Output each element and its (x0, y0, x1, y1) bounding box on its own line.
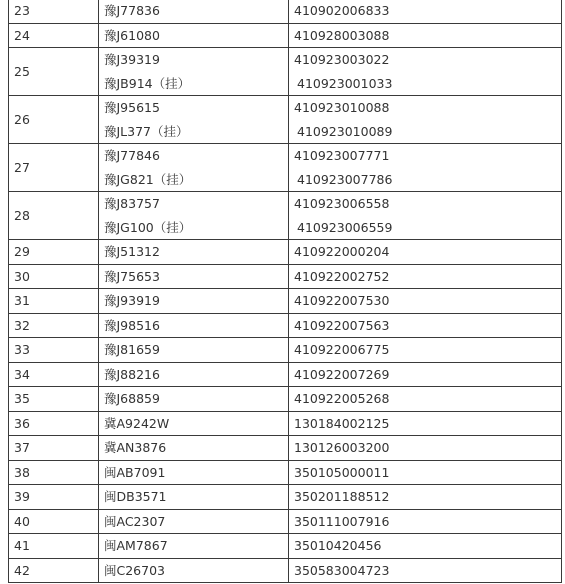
plate-number: 豫J88216 (104, 366, 160, 382)
row-number: 30 (9, 264, 99, 289)
row-number: 39 (9, 485, 99, 510)
code-cell (289, 509, 562, 534)
plate-cell (99, 509, 289, 534)
plate-number: 豫JG821（挂） (104, 171, 192, 187)
plate-cell (99, 436, 289, 461)
plate-number: 闽DB3571 (104, 489, 167, 504)
row-number: 26 (9, 96, 99, 144)
registration-code: 410922005268 (294, 391, 390, 406)
table-row (9, 485, 562, 510)
table-row (9, 558, 562, 583)
row-number: 42 (9, 558, 99, 583)
plate-cell (99, 264, 289, 289)
table-body (9, 0, 562, 583)
code-cell (289, 144, 562, 192)
table-row (9, 0, 562, 23)
table-row (9, 240, 562, 265)
plate-number: 豫J77836 (104, 3, 160, 18)
plate-cell (99, 313, 289, 338)
row-number: 40 (9, 509, 99, 534)
registration-code: 410922007530 (294, 293, 390, 308)
row-number: 41 (9, 534, 99, 559)
table-row (9, 338, 562, 363)
code-cell (289, 23, 562, 48)
row-number: 31 (9, 289, 99, 314)
plate-number: 豫J93919 (104, 293, 160, 308)
row-number: 37 (9, 436, 99, 461)
plate-cell (99, 411, 289, 436)
plate-number: 豫JB914（挂） (104, 75, 191, 91)
plate-cell (99, 460, 289, 485)
row-number: 27 (9, 144, 99, 192)
row-number: 35 (9, 387, 99, 412)
table-row (9, 362, 562, 387)
code-cell (289, 436, 562, 461)
table-row (9, 387, 562, 412)
registration-code: 410902006833 (294, 3, 390, 18)
registration-code: 410923003022 (294, 52, 390, 67)
table-row (9, 144, 562, 192)
plate-number: 豫J95615 (104, 100, 160, 115)
table-row (9, 411, 562, 436)
table-row (9, 264, 562, 289)
table-row (9, 48, 562, 96)
registration-code: 410922007269 (294, 366, 390, 382)
plate-number: 豫J77846 (104, 148, 160, 163)
registration-code: 410923006558 (294, 196, 390, 211)
row-number: 33 (9, 338, 99, 363)
plate-cell (99, 534, 289, 559)
plate-number: 冀A9242W (104, 415, 170, 431)
row-number: 32 (9, 313, 99, 338)
plate-number: 冀AN3876 (104, 440, 167, 455)
table-row (9, 436, 562, 461)
registration-code: 410923007786 (297, 171, 393, 187)
code-cell (289, 264, 562, 289)
registration-code: 350583004723 (294, 562, 390, 578)
plate-cell (99, 387, 289, 412)
plate-number: 豫J68859 (104, 391, 160, 406)
row-number: 38 (9, 460, 99, 485)
registration-code: 350105000011 (294, 464, 390, 480)
row-number: 24 (9, 23, 99, 48)
table-row (9, 460, 562, 485)
plate-number: 豫J75653 (104, 268, 160, 284)
table-row (9, 96, 562, 144)
code-cell (289, 362, 562, 387)
code-cell (289, 387, 562, 412)
registration-code: 410923007771 (294, 148, 390, 163)
plate-number: 豫J61080 (104, 27, 160, 43)
registration-code: 410923006559 (297, 219, 393, 235)
plate-number: 闽AM7867 (104, 538, 168, 553)
row-number: 34 (9, 362, 99, 387)
plate-number: 豫J98516 (104, 317, 160, 333)
code-cell (289, 192, 562, 240)
plate-cell (99, 240, 289, 265)
row-number: 25 (9, 48, 99, 96)
code-cell (289, 460, 562, 485)
plate-number: 闽AC2307 (104, 513, 166, 529)
plate-cell (99, 96, 289, 144)
plate-cell (99, 338, 289, 363)
plate-number: 豫JL377（挂） (104, 123, 189, 139)
row-number: 29 (9, 240, 99, 265)
plate-cell (99, 48, 289, 96)
registration-code: 130126003200 (294, 440, 390, 455)
row-number: 23 (9, 0, 99, 23)
registration-code: 410928003088 (294, 27, 390, 43)
vehicle-table (8, 0, 562, 583)
registration-code: 410923001033 (297, 75, 393, 91)
row-number: 36 (9, 411, 99, 436)
code-cell (289, 558, 562, 583)
plate-number: 豫J83757 (104, 196, 160, 211)
registration-code: 130184002125 (294, 415, 390, 431)
plate-number: 豫J39319 (104, 52, 160, 67)
registration-code: 410922000204 (294, 244, 390, 259)
plate-cell (99, 192, 289, 240)
plate-number: 豫JG100（挂） (104, 219, 192, 235)
code-cell (289, 0, 562, 23)
table-row (9, 534, 562, 559)
table-row (9, 23, 562, 48)
registration-code: 410922002752 (294, 268, 390, 284)
plate-number: 闽AB7091 (104, 464, 166, 480)
plate-cell (99, 558, 289, 583)
code-cell (289, 411, 562, 436)
plate-number: 豫J51312 (104, 244, 160, 259)
plate-cell (99, 0, 289, 23)
registration-code: 410922007563 (294, 317, 390, 333)
code-cell (289, 313, 562, 338)
table-row (9, 313, 562, 338)
code-cell (289, 485, 562, 510)
plate-cell (99, 362, 289, 387)
plate-cell (99, 23, 289, 48)
table-row (9, 509, 562, 534)
table-row (9, 192, 562, 240)
code-cell (289, 338, 562, 363)
code-cell (289, 48, 562, 96)
registration-code: 410923010089 (297, 123, 393, 139)
registration-code: 35010420456 (294, 538, 382, 553)
table-row (9, 289, 562, 314)
registration-code: 350201188512 (294, 489, 390, 504)
code-cell (289, 534, 562, 559)
row-number: 28 (9, 192, 99, 240)
plate-number: 豫J81659 (104, 342, 160, 357)
plate-cell (99, 144, 289, 192)
registration-code: 350111007916 (294, 513, 390, 529)
registration-code: 410922006775 (294, 342, 390, 357)
plate-cell (99, 485, 289, 510)
plate-cell (99, 289, 289, 314)
plate-number: 闽C26703 (104, 562, 165, 578)
code-cell (289, 289, 562, 314)
registration-code: 410923010088 (294, 100, 390, 115)
code-cell (289, 96, 562, 144)
code-cell (289, 240, 562, 265)
